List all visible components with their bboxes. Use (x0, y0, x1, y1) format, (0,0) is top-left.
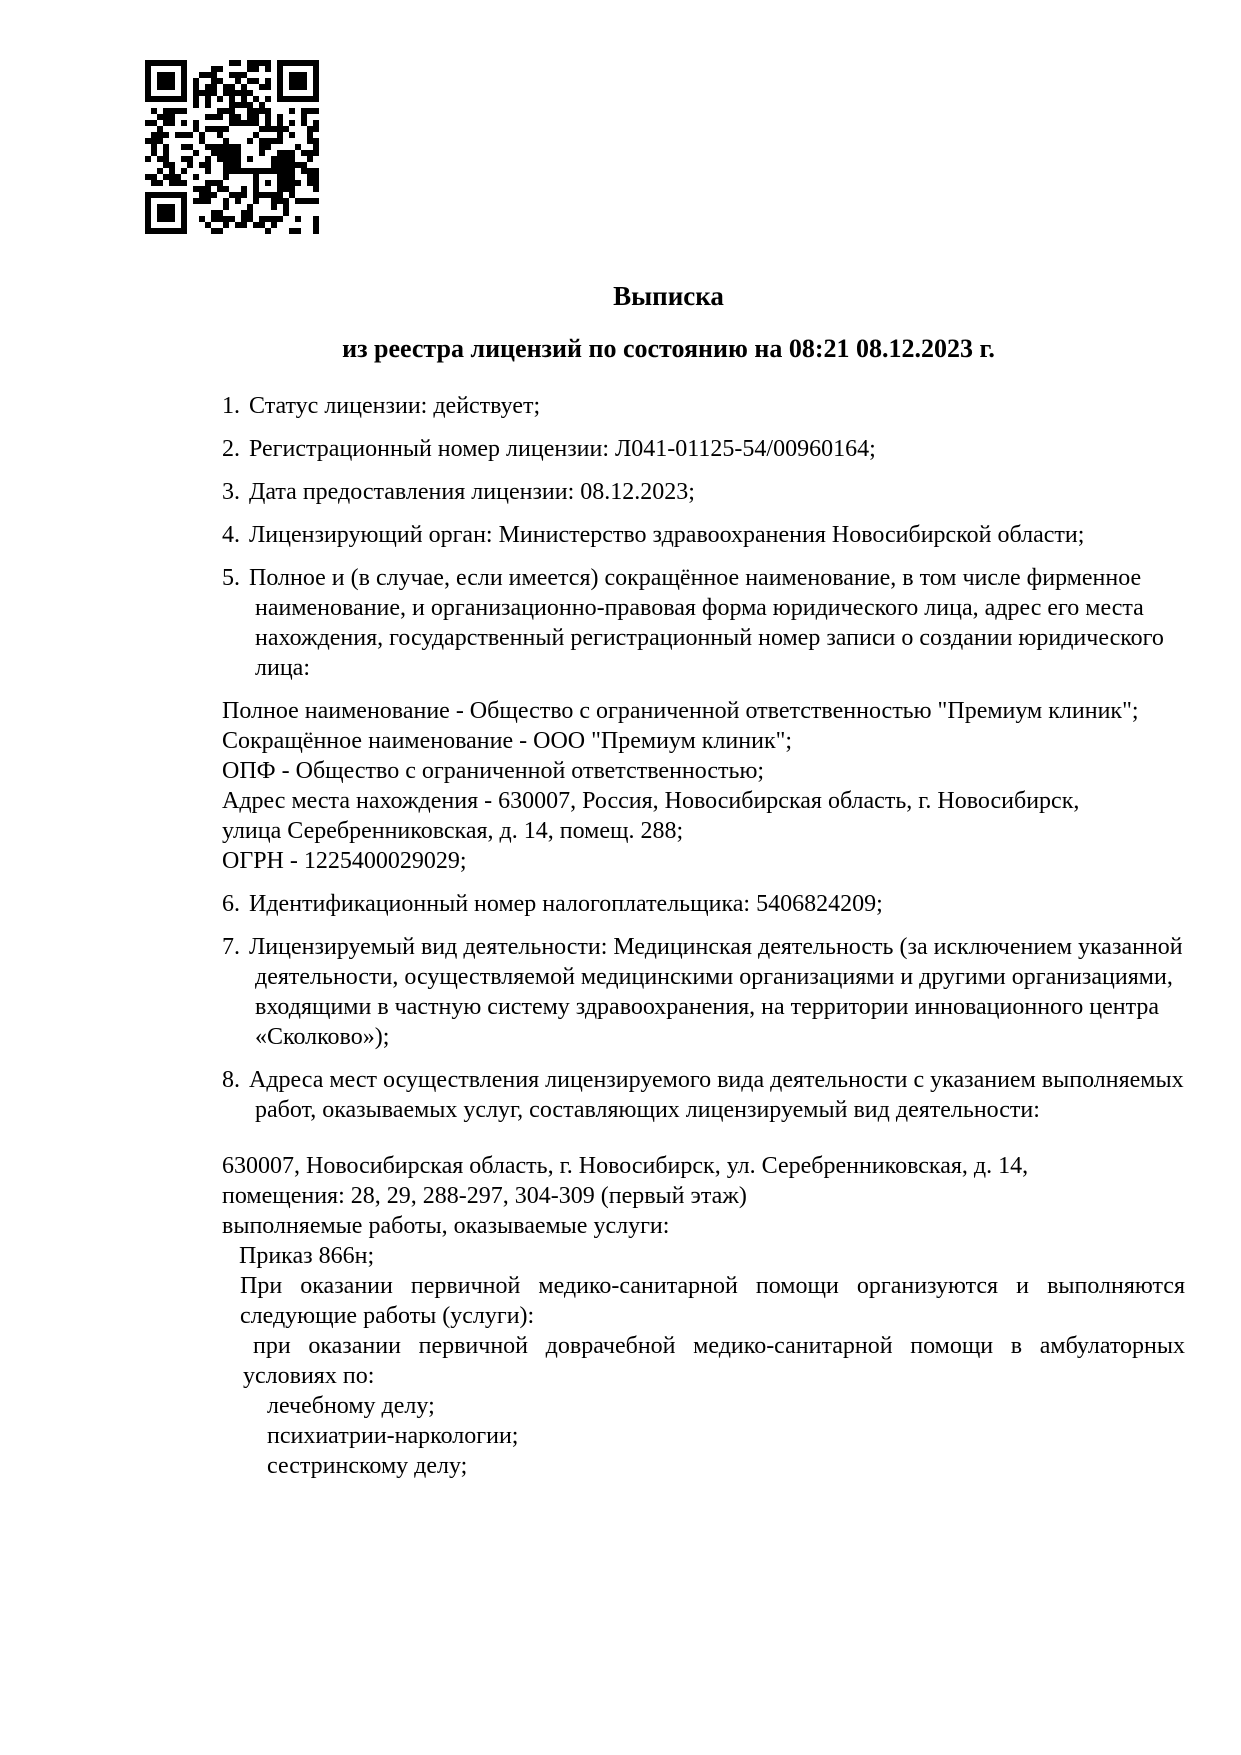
activity-address-line-2: помещения: 28, 29, 288-297, 304-309 (первый этаж) (222, 1183, 747, 1209)
service-item-general-medicine: лечебному делу; (267, 1393, 435, 1419)
item-text: Дата предоставления лицензии: 08.12.2023; (249, 479, 695, 505)
qr-code (145, 60, 319, 234)
item-number: 8. (222, 1067, 240, 1093)
item-text: Идентификационный номер налогоплательщика: 5406824209; (249, 891, 883, 917)
works-paragraph-pre-medical-care: при оказании первичной доврачебной медико-санитарной помощи в амбулаторных условиях по: (243, 1333, 1185, 1389)
works-paragraph-primary-care: При оказании первичной медико-санитарной помощи организуются и выполняются следующие работы (услуги): (240, 1273, 1185, 1329)
org-address-line-1: Адрес места нахождения - 630007, Россия, Новосибирская область, г. Новосибирск, (222, 788, 1080, 814)
item-number: 4. (222, 522, 240, 548)
license-item-status (222, 391, 1185, 421)
org-legal-form: ОПФ - Общество с ограниченной ответственностью; (222, 758, 765, 784)
org-full-name: Полное наименование - Общество с ограниченной ответственностью "Премиум клиник"; (222, 698, 1139, 724)
org-ogrn: ОГРН - 1225400029029; (222, 848, 467, 874)
license-item-reg-number (222, 434, 1185, 464)
service-item-psychiatry-narcology: психиатрии-наркологии; (267, 1423, 519, 1449)
organization-block (222, 696, 1185, 876)
license-item-authority (222, 520, 1185, 550)
item-number: 3. (222, 479, 240, 505)
document-subtitle: из реестра лицензий по состоянию на 08:21 08.12.2023 г. (342, 334, 995, 363)
service-item-nursing: сестринскому делу; (267, 1453, 468, 1479)
license-item-grant-date (222, 477, 1185, 507)
item-number: 7. (222, 934, 240, 960)
license-item-org-names-heading (222, 563, 1185, 683)
item-number: 5. (222, 565, 240, 591)
address-block (222, 1151, 1185, 1241)
item-number: 2. (222, 436, 240, 462)
document-header (222, 280, 1185, 365)
org-short-name: Сокращённое наименование - ООО "Премиум клиник"; (222, 728, 793, 754)
works-services-label: выполняемые работы, оказываемые услуги: (222, 1213, 670, 1239)
license-item-inn (222, 889, 1185, 919)
item-text: Регистрационный номер лицензии: Л041-01125-54/00960164; (249, 436, 876, 462)
document-title: Выписка (613, 281, 724, 311)
org-address-line-2: улица Серебренниковская, д. 14, помещ. 288; (222, 818, 684, 844)
item-text: Лицензирующий орган: Министерство здравоохранения Новосибирской области; (249, 522, 1085, 548)
license-item-addresses-heading (222, 1065, 1185, 1125)
item-number: 6. (222, 891, 240, 917)
document-body (0, 280, 1241, 1481)
order-reference: Приказ 866н; (239, 1243, 375, 1269)
item-number: 1. (222, 393, 240, 419)
item-text: Лицензируемый вид деятельности: Медицинская деятельность (за исключением указанной деятельности, осуществляемой медицинскими организациями и другими организациями, входящими в частную систему здравоохранения, на территории инновационного центра «Сколково»); (249, 934, 1183, 1050)
item-text: Статус лицензии: действует; (249, 393, 541, 419)
license-item-activity-type (222, 932, 1185, 1052)
item-text: Адреса мест осуществления лицензируемого вида деятельности с указанием выполняемых работ, оказываемых услуг, составляющих лицензируемый вид деятельности: (249, 1067, 1184, 1123)
activity-address-line-1: 630007, Новосибирская область, г. Новосибирск, ул. Серебренниковская, д. 14, (222, 1153, 1029, 1179)
item-text: Полное и (в случае, если имеется) сокращённое наименование, в том числе фирменное наименование, и организационно-правовая форма юридического лица, адрес его места нахождения, государственный регистрационный номер записи о создании юридического лица: (249, 565, 1164, 681)
